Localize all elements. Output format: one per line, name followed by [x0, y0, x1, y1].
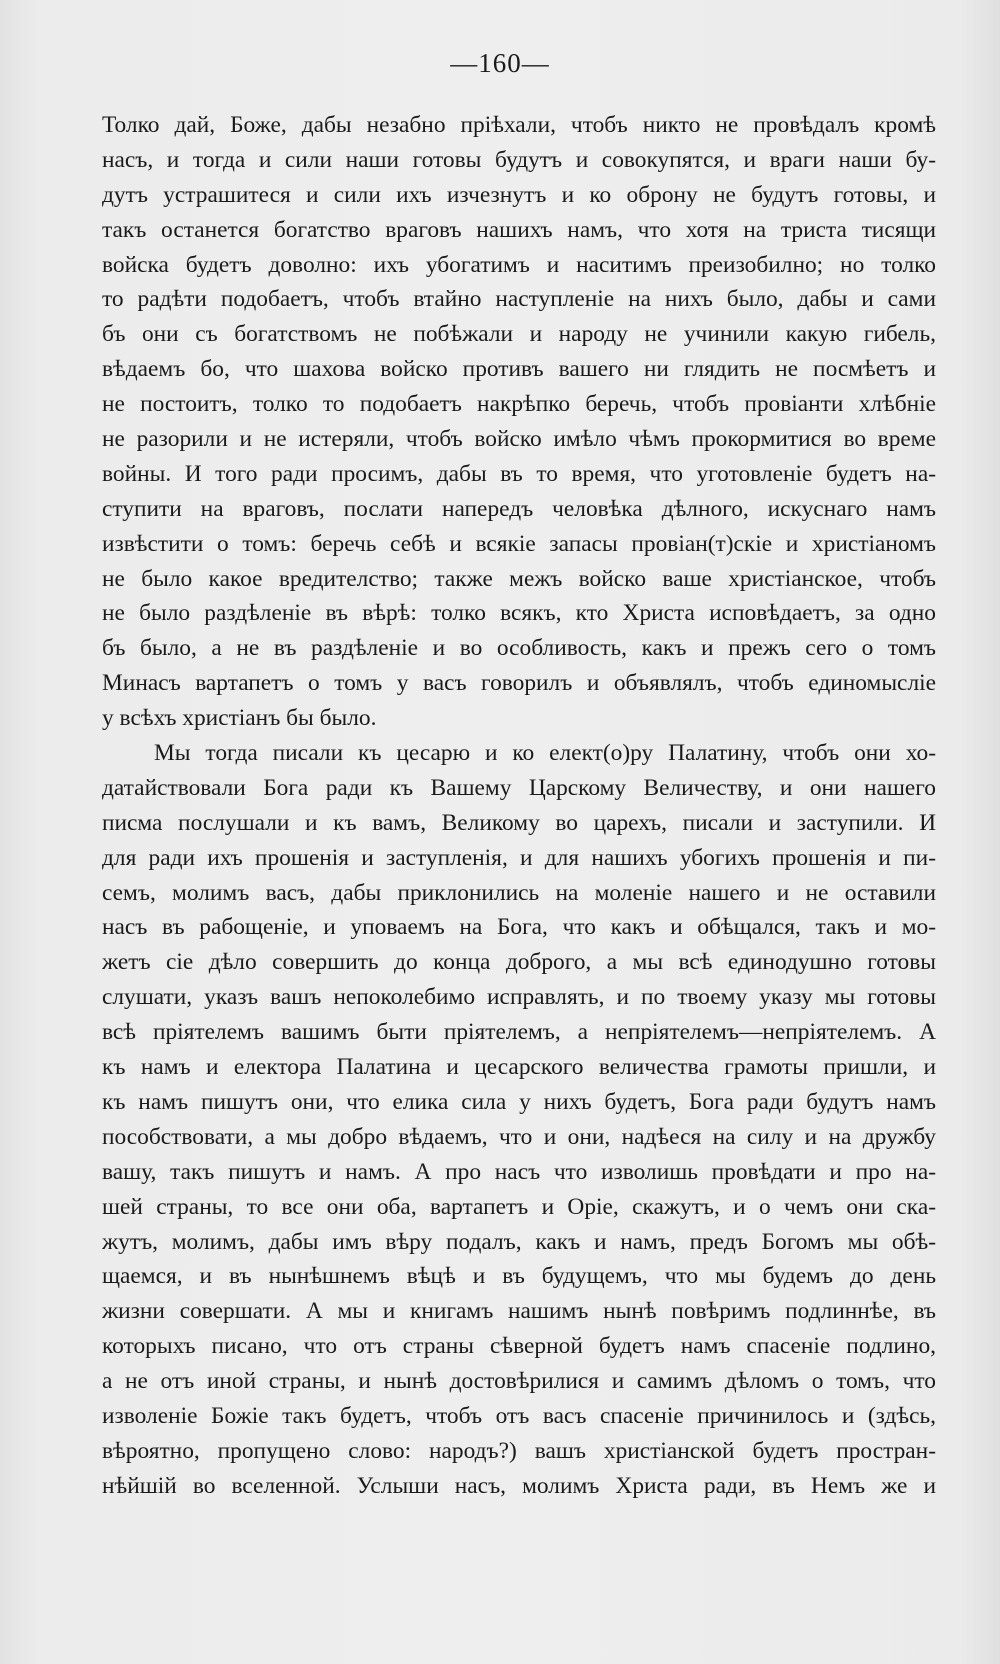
text-line: шей страны, то все они оба, вартапетъ и Оріе, скажутъ, и о чемъ они ска- [102, 1193, 936, 1220]
text-line: не постоитъ, толко то подобаетъ накрѣпко беречь, чтобъ провіанти хлѣбніе [102, 391, 936, 418]
text-line: жетъ сіе дѣло совершить до конца доброго, а мы всѣ единодушно готовы [102, 949, 936, 976]
paragraph-end-line: у всѣхъ христіанъ бы было. [102, 705, 377, 732]
text-line: къ намъ пишутъ они, что елика сила у нихъ будетъ, Бога ради будутъ намъ [102, 1088, 936, 1115]
text-line: пособствовати, а мы добро вѣдаемъ, что и они, надѣеся на силу и на дружбу [102, 1123, 936, 1150]
text-line: бъ было, а не въ раздѣленіе и во особливость, какъ и прежъ сего о томъ [102, 635, 936, 662]
text-line: не разорили и не истеряли, чтобъ войско имѣло чѣмъ прокормитися во време [102, 426, 936, 453]
text-line: вашу, такъ пишутъ и намъ. А про насъ что изволишь провѣдати и про на- [102, 1158, 936, 1185]
text-line: слушати, указъ вашъ непоколебимо исправлять, и по твоему указу мы готовы [102, 984, 936, 1011]
text-line: датайствовали Бога ради къ Вашему Царскому Величеству, и они нашего [102, 774, 936, 801]
text-line: дутъ устрашитеся и сили ихъ изчезнутъ и ко оброну не будутъ готовы, и [102, 181, 936, 208]
text-line: жутъ, молимъ, дабы имъ вѣру подалъ, какъ и намъ, предъ Богомъ мы обѣ- [102, 1228, 936, 1255]
paragraph-start-line: Мы тогда писали къ цесарю и ко елект(о)ру Палатину, чтобъ они хо- [154, 740, 936, 767]
text-line: то радѣти подобаетъ, чтобъ втайно наступленіе на нихъ было, дабы и сами [102, 286, 936, 313]
text-line: для ради ихъ прошенія и заступленія, и для нашихъ убогихъ прошенія и пи- [102, 844, 936, 871]
text-line: къ намъ и електора Палатина и цесарского величества грамоты пришли, и [102, 1054, 936, 1081]
text-line: ступити на враговъ, послати напередъ человѣка дѣлного, искуснаго намъ [102, 495, 936, 522]
text-line: всѣ пріятелемъ вашимъ быти пріятелемъ, а непріятелемъ—непріятелемъ. А [102, 1019, 936, 1046]
text-line: щаемся, и въ нынѣшнемъ вѣцѣ и въ будущемъ, что мы будемъ до день [102, 1263, 936, 1290]
text-line: семъ, молимъ васъ, дабы приклонились на моленіе нашего и не оставили [102, 879, 936, 906]
text-line: изволеніе Божіе такъ будетъ, чтобъ отъ васъ спасеніе причинилось и (здѣсь, [102, 1402, 936, 1429]
text-line: вѣроятно, пропущено слово: народъ?) вашъ христіанской будетъ простран- [102, 1437, 936, 1464]
text-line: жизни совершати. А мы и книгамъ нашимъ нынѣ повѣримъ подлиннѣе, въ [102, 1298, 936, 1325]
text-line: войска будетъ доволно: ихъ убогатимъ и наситимъ преизобилно; но толко [102, 251, 936, 278]
text-line: не было какое вредителство; также межъ войско ваше христіанское, чтобъ [102, 565, 936, 592]
text-line: которыхъ писано, что отъ страны сѣверной будетъ намъ спасеніе подлино, [102, 1333, 936, 1360]
text-line: не было раздѣленіе въ вѣрѣ: толко всякъ, кто Христа исповѣдаетъ, за одно [102, 600, 936, 627]
text-line: Минасъ вартапетъ о томъ у васъ говорилъ и объявлялъ, чтобъ единомысліе [102, 670, 936, 697]
body-text [102, 108, 936, 1504]
text-line: Толко дай, Боже, дабы незабно пріѣхали, чтобъ никто не провѣдалъ кромѣ [102, 112, 936, 138]
text-line: писма послушали и къ вамъ, Великому во царехъ, писали и заступили. И [102, 809, 936, 836]
text-line: насъ, и тогда и сили наши готовы будутъ и совокупятся, и враги наши бу- [102, 146, 936, 173]
text-line: такъ останется богатство враговъ нашихъ намъ, что хотя на триста тисящи [102, 216, 936, 243]
text-line: вѣдаемъ бо, что шахова войско противъ вашего ни глядить не посмѣетъ и [102, 356, 936, 383]
text-line: насъ въ рабощеніе, и уповаемъ на Бога, что какъ и обѣщался, такъ и мо- [102, 914, 936, 941]
text-line: войны. И того ради просимъ, дабы въ то время, что уготовленіе будетъ на- [102, 460, 936, 487]
text-line: бъ они съ богатствомъ не побѣжали и народу не учинили какую гибель, [102, 321, 936, 348]
page-number: —160— [450, 48, 550, 78]
text-line: а не отъ иной страны, и нынѣ достовѣрилися и самимъ дѣломъ о томъ, что [102, 1368, 936, 1395]
text-line: нѣйшій во вселенной. Услыши насъ, молимъ Христа ради, въ Немъ же и [102, 1472, 936, 1499]
text-line: извѣстити о томъ: беречь себѣ и всякіе запасы провіан(т)скіе и христіаномъ [102, 530, 936, 557]
